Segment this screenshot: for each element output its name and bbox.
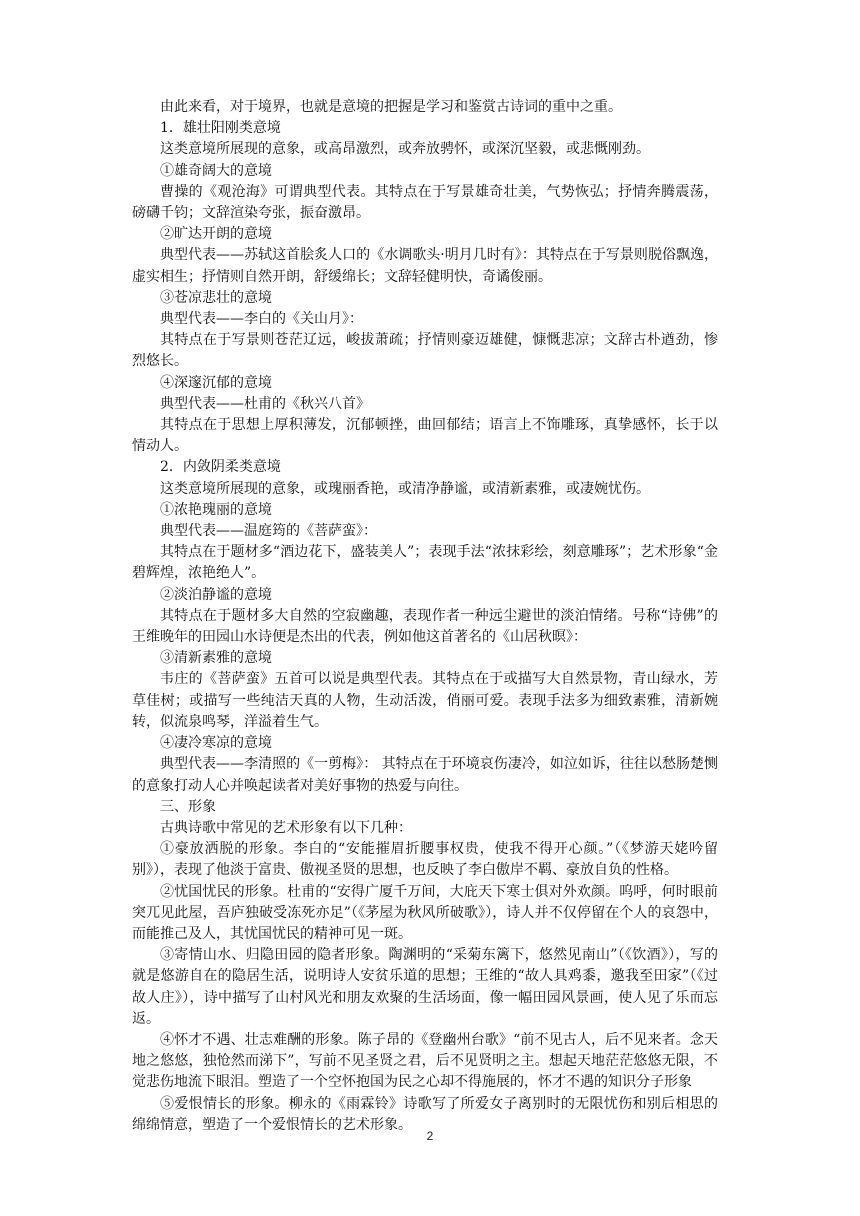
section-heading: 1．雄壮阳刚类意境 [160, 120, 281, 137]
paragraph: ②忧国忧民的形象。杜甫的“安得广厦千万间，大庇天下寒士俱对外欢颜。呜呼，何时眼前突兀见此屋，吾庐独破受冻死亦足”（《茅屋为秋风所破歌》），诗人并不仅停留在个人的哀怨中，而能推己及人，其忧国忧民的精神可见一斑。 [132, 883, 718, 942]
document-body [132, 97, 718, 1136]
subsection-heading: ②淡泊静谧的意境 [160, 586, 272, 603]
paragraph: 典型代表——杜甫的《秋兴八首》 [160, 395, 370, 412]
paragraph: 曹操的《观沧海》可谓典型代表。其特点在于写景雄奇壮美，气势恢弘；抒情奔腾震荡，磅礴千钧；文辞渲染夸张，振奋激昂。 [132, 183, 718, 222]
subsection-heading: ①雄奇阔大的意境 [160, 162, 272, 179]
paragraph: 由此来看，对于境界，也就是意境的把握是学习和鉴赏古诗词的重中之重。 [160, 99, 622, 115]
paragraph: 其特点在于思想上厚积薄发，沉郁顿挫，曲回郁结；语言上不饰雕琢，真挚感怀，长于以情动人。 [132, 417, 718, 455]
paragraph: 典型代表——苏轼这首脍炙人口的《水调歌头·明月几时有》：其特点在于写景则脱俗飘逸，虚实相生；抒情则自然开朗，舒缓绵长；文辞轻健明快，奇谲俊丽。 [132, 247, 718, 285]
paragraph: 典型代表——李清照的《一剪梅》： 其特点在于环境哀伤凄冷，如泣如诉，往往以愁肠楚恻的意象打动人心并唤起读者对美好事物的热爱与向往。 [132, 756, 718, 794]
subsection-heading: ④深邃沉郁的意境 [160, 374, 272, 391]
section-heading: 三、形象 [160, 798, 216, 815]
paragraph: 这类意境所展现的意象，或高昂激烈，或奔放骋怀，或深沉坚毅，或悲慨刚劲。 [160, 141, 650, 158]
paragraph: 韦庄的《菩萨蛮》五首可以说是典型代表。其特点在于或描写大自然景物，青山绿水，芳草佳树；或描写一些纯洁天真的人物，生动活泼，俏丽可爱。表现手法多为细致素雅，清新婉转，似流泉鸣琴，洋溢着生气。 [132, 671, 718, 730]
subsection-heading: ③清新素雅的意境 [160, 650, 272, 667]
subsection-heading: ①浓艳瑰丽的意境 [160, 501, 272, 518]
subsection-heading: ③苍凉悲壮的意境 [160, 289, 272, 306]
paragraph: 其特点在于题材多“酒边花下，盛装美人”；表现手法“浓抹彩绘，刻意雕琢”；艺术形象“金碧辉煌，浓艳绝人”。 [132, 544, 718, 582]
subsection-heading: ④凄冷寒凉的意境 [160, 735, 272, 752]
section-heading: 2．内敛阴柔类意境 [160, 459, 281, 476]
paragraph: 这类意境所展现的意象，或瑰丽香艳，或清净静谧，或清新素雅，或凄婉忧伤。 [160, 480, 650, 497]
paragraph: ⑤爱恨情长的形象。柳永的《雨霖铃》诗歌写了所爱女子离别时的无限忧伤和别后相思的绵绵情意，塑造了一个爱恨情长的艺术形象。 [132, 1095, 718, 1133]
paragraph: ④怀才不遇、壮志难酬的形象。陈子昂的《登幽州台歌》“前不见古人，后不见来者。念天地之悠悠，独怆然而涕下”，写前不见圣贤之君，后不见贤明之主。想起天地茫茫悠悠无限，不觉悲伤地流下眼泪。塑造了一个空怀抱国为民之心却不得施展的，怀才不遇的知识分子形象 [132, 1031, 718, 1091]
paragraph: ①豪放洒脱的形象。李白的“安能摧眉折腰事权贵，使我不得开心颜。”（《梦游天姥吟留别》），表现了他淡于富贵、傲视圣贤的思想，也反映了李白傲岸不羁、豪放自负的性格。 [132, 841, 718, 879]
paragraph: 典型代表——温庭筠的《菩萨蛮》： [160, 523, 377, 540]
paragraph: 其特点在于题材多大自然的空寂幽趣，表现作者一种远尘避世的淡泊情绪。号称“诗佛”的王维晚年的田园山水诗便是杰出的代表，例如他这首著名的《山居秋暝》： [132, 607, 718, 646]
subsection-heading: ②旷达开朗的意境 [160, 226, 272, 243]
paragraph: ③寄情山水、归隐田园的隐者形象。陶渊明的“采菊东篱下，悠然见南山”（《饮酒》），写的就是悠游自在的隐居生活，说明诗人安贫乐道的思想；王维的“故人具鸡黍，邀我至田家”（《过故人庄》），诗中描写了山村风光和朋友欢聚的生活场面，像一幅田园风景画，使人见了乐而忘返。 [132, 947, 718, 1027]
paragraph: 古典诗歌中常见的艺术形象有以下几种： [160, 819, 412, 836]
paragraph: 典型代表——李白的《关山月》： [160, 311, 363, 328]
paragraph: 其特点在于写景则苍茫辽远，峻拔萧疏；抒情则豪迈雄健，慷慨悲凉；文辞古朴遒劲，惨烈悠长。 [132, 332, 718, 370]
page-number: 2 [426, 1129, 434, 1143]
